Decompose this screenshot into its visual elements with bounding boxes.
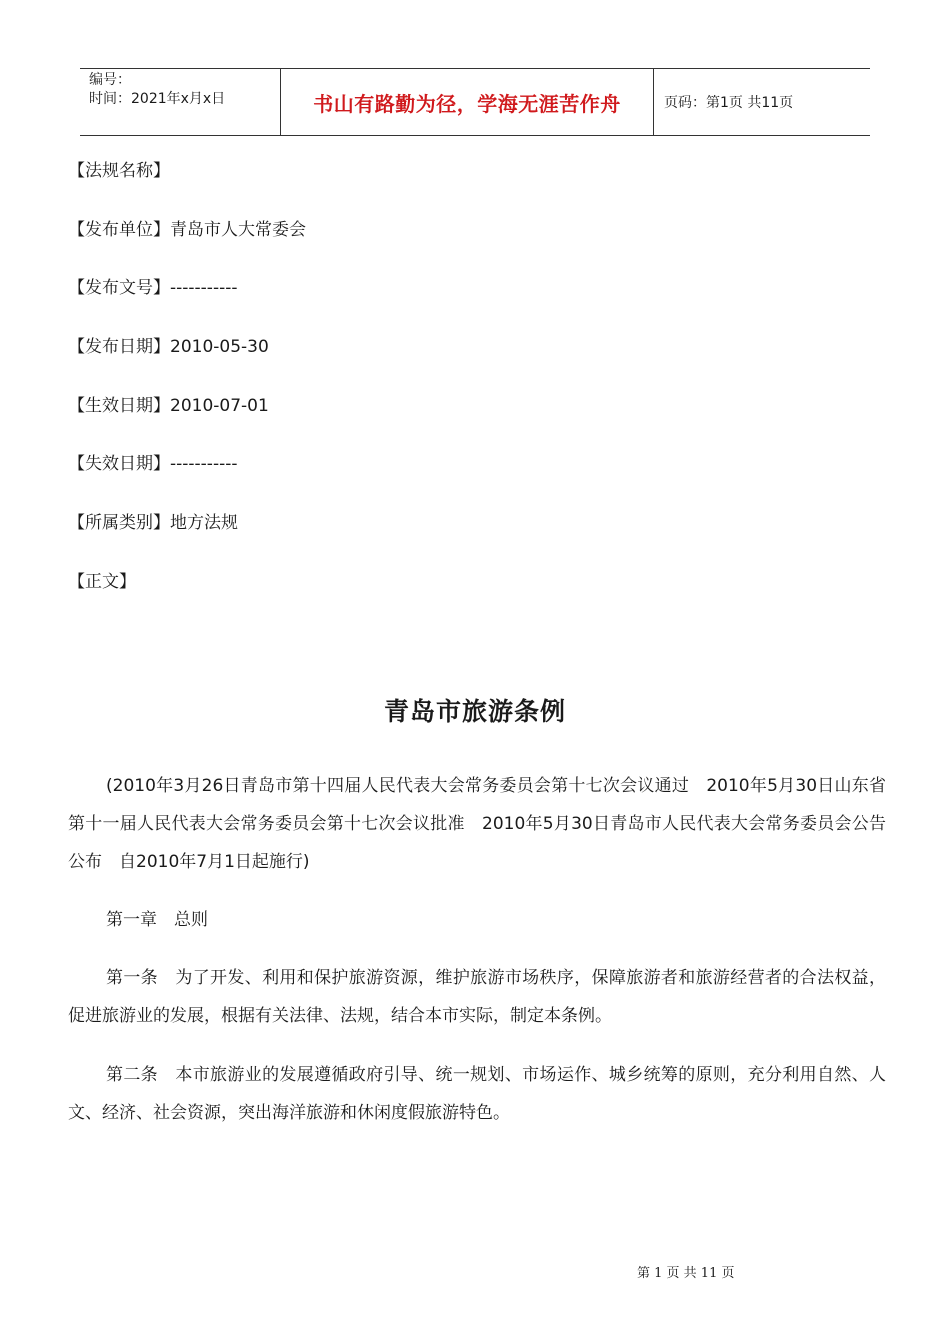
- meta-body-label: 【正文】: [68, 572, 136, 592]
- meta-issue-date: 【发布日期】2010-05-30: [68, 337, 269, 357]
- meta-category: 【所属类别】地方法规: [68, 513, 238, 533]
- time-label: 时间：2021年x月x日: [89, 91, 226, 107]
- meta-expiry-date: 【失效日期】-----------: [68, 454, 238, 474]
- meta-doc-number: 【发布文号】-----------: [68, 278, 238, 298]
- meta-effective-date: 【生效日期】2010-07-01: [68, 396, 269, 416]
- preamble-paragraph: (2010年3月26日青岛市第十四届人民代表大会常务委员会第十七次会议通过 2010年5月30日山东省第十一届人民代表大会常务委员会第十七次会议批准 2010年5月30日青岛市人民代表大会常务委员会公告公布 自2010年7月1日起施行): [68, 776, 886, 872]
- article-paragraph: 第二条 本市旅游业的发展遵循政府引导、统一规划、市场运作、城乡统筹的原则，充分利用自然、人文、经济、社会资源，突出海洋旅游和休闲度假旅游特色。: [68, 1065, 886, 1123]
- chapter-heading: 第一章 总则: [106, 910, 208, 930]
- document-title: 青岛市旅游条例: [383, 697, 566, 726]
- article-paragraph: 第一条 为了开发、利用和保护旅游资源，维护旅游市场秩序，保障旅游者和旅游经营者的合法权益，促进旅游业的发展，根据有关法律、法规，结合本市实际，制定本条例。: [68, 968, 886, 1026]
- header-info-cell: [80, 69, 281, 135]
- number-label: 编号：: [89, 72, 131, 88]
- footer-page-number: 第 1 页 共 11 页: [637, 1266, 735, 1281]
- meta-issuer: 【发布单位】青岛市人大常委会: [68, 220, 306, 240]
- header-motto: 书山有路勤为径，学海无涯苦作舟: [281, 69, 654, 135]
- meta-law-name: 【法规名称】: [68, 161, 170, 181]
- header-page-label: 页码：第1页 共11页: [664, 95, 794, 111]
- document-header: [80, 68, 870, 136]
